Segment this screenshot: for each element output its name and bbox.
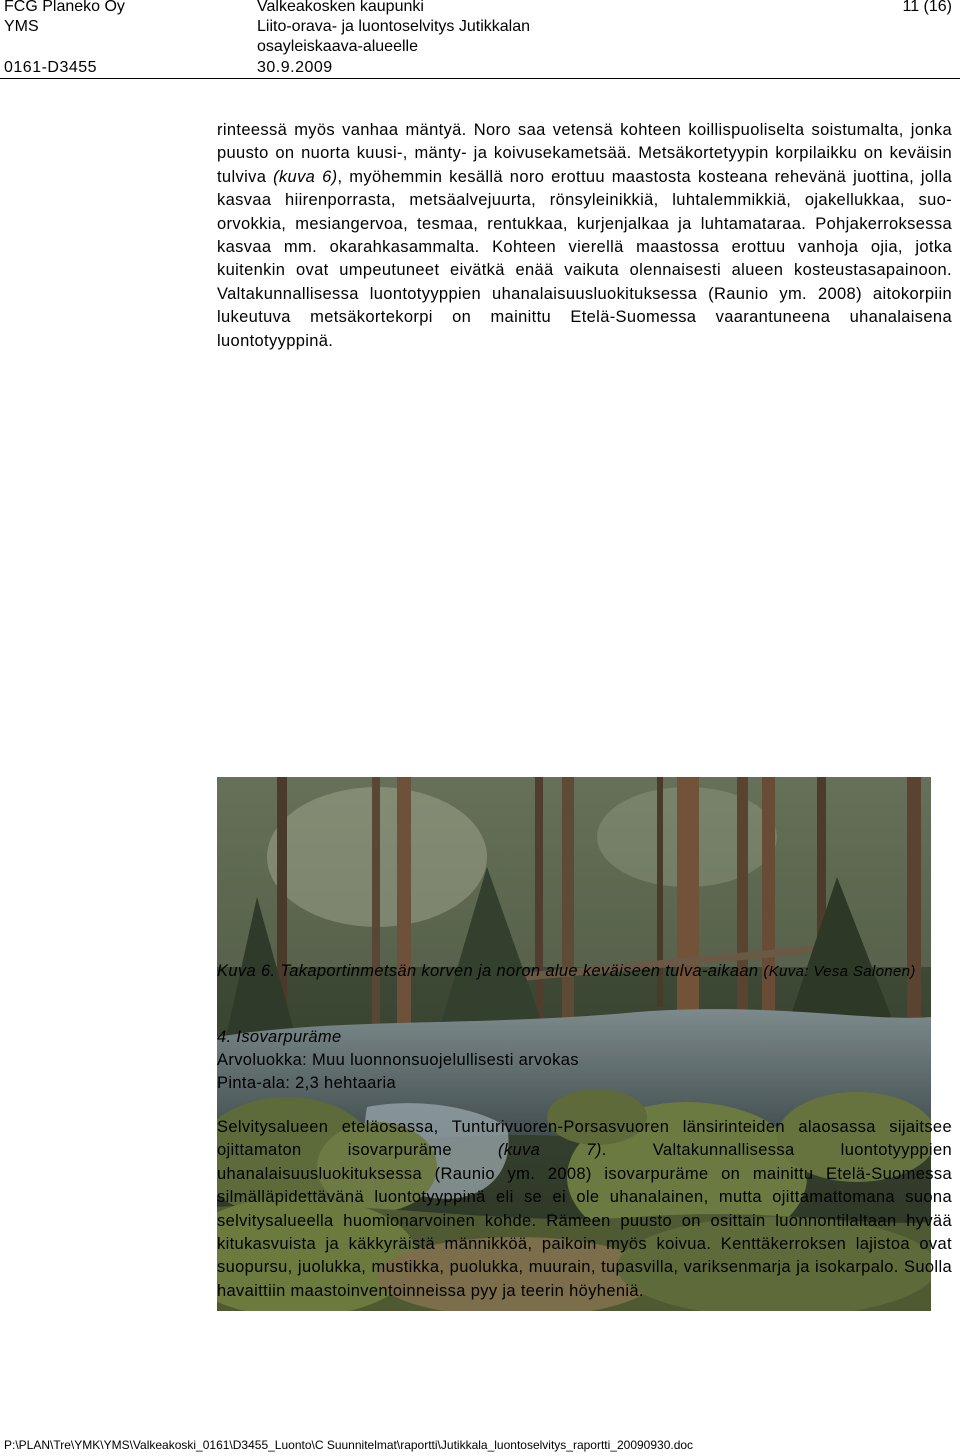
paragraph-isovarpurame-part1: Selvitysalueen eteläosassa, Tunturivuoren-Porsasvuoren länsirinteiden alaosassa sijaitsee ojittamaton isovarpuräme [217, 1118, 952, 1160]
photo-caption [217, 960, 957, 984]
paragraph-isovarpurame [217, 1116, 952, 1303]
file-path-footer: P:\PLAN\Tre\YMK\YMS\Valkeakoski_0161\D3455_Luonto\C Suunnitelmat\raportti\Jutikkala_luontoselvitys_raportti_20090930.doc [4, 1438, 694, 1452]
header-rule [0, 78, 960, 79]
report-title-line2: osayleiskaava-alueelle [257, 38, 418, 55]
paragraph-noro [217, 119, 952, 353]
site-value-class: Arvoluokka: Muu luonnonsuojelullisesti arvokas [217, 1051, 579, 1069]
project-number: 0161-D3455 [4, 59, 98, 76]
site-area: Pinta-ala: 2,3 hehtaaria [217, 1074, 397, 1092]
paragraph-noro-part1: rinteessä myös vanhaa mäntyä. Noro saa vetensä kohteen koillispuoliselta soistumalta, jonka puusto on nuorta kuusi-, mänty- ja koivusekametsää. Metsäkortetyypin korpilaikku on keväisin tulviva [217, 121, 952, 186]
report-date: 30.9.2009 [257, 59, 333, 76]
paragraph-noro-part2: , myöhemmin kesällä noro erottuu maastosta kosteana rehevänä juottina, jolla kasvaa hiirenporrasta, metsäalvejuurta, rönsyleinikkiä, luhtalemmikkiä, ojakellukkaa, suo-orvokkia, mesiangervoa, tesmaa, rentukkaa, kurjenjalkaa ja luhtamataraa. Pohjakerroksessa kasvaa mm. okarahkasammalta. Kohteen vierellä maastossa erottuu vanhoja ojia, jotka kuitenkin ovat umpeutuneet eivätkä enää vaikuta olennaisesti alueen kosteustasapainoon. Valtakunnallisessa luontotyyppien uhanalaisuusluokituksessa (Raunio ym. 2008) aitokorpiin lukeutuva metsäkortekorpi on mainittu Etelä-Suomessa vaarantuneena uhanalaisena luontotyyppinä. [217, 167, 952, 350]
page-number: 11 (16) [902, 0, 952, 15]
caption-text: Kuva 6. Takaportinmetsän korven ja noron alue keväiseen tulva-aikaan [217, 962, 764, 980]
client-name: Valkeakosken kaupunki [257, 0, 424, 15]
figure-reference: (kuva 6) [273, 167, 338, 186]
report-title-line1: Liito-orava- ja luontoselvitys Jutikkalan [257, 18, 531, 35]
caption-credit: (Kuva: Vesa Salonen) [763, 963, 916, 980]
unit-name: YMS [4, 18, 39, 35]
site-heading [217, 1026, 341, 1050]
figure-reference-7: (kuva 7) [498, 1141, 602, 1160]
site-heading-text: 4. Isovarpuräme [217, 1028, 342, 1046]
paragraph-isovarpurame-part2: . Valtakunnallisessa luontotyyppien uhanalaisuusluokituksessa (Raunio ym. 2008) isovarpuräme on mainittu Etelä-Suomessa silmälläpidettävänä luontotyyppinä eli se ei ole uhanalainen, mutta ojittamattomana suona selvitysalueella huomionarvoinen kohde. Rämeen puusto on osittain luonnontilaltaan hyvää kitukasvuista ja käkkyräistä männikköä, paikoin myös koivua. Kenttäkerroksen lajistoa ovat suopursu, juolukka, mustikka, puolukka, muurain, tupasvilla, variksenmarja ja isokarpalo. Suolla havaittiin maastoinventoinneissa pyy ja teerin höyheniä. [217, 1141, 952, 1300]
company-name: FCG Planeko Oy [4, 0, 125, 15]
